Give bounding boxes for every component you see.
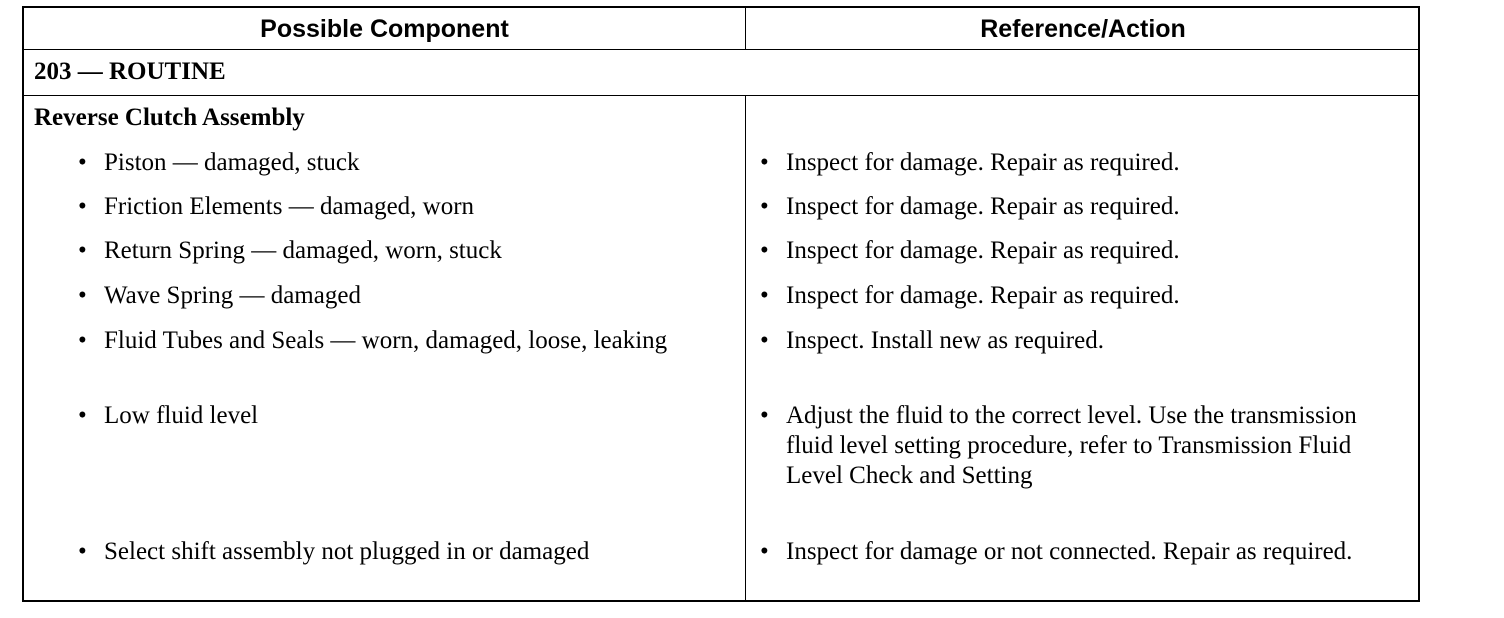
bullet-glyph: • bbox=[78, 282, 87, 309]
action-text: Inspect for damage. Repair as required. bbox=[786, 282, 1180, 309]
bullet-glyph: • bbox=[760, 327, 769, 354]
bullet-glyph: • bbox=[760, 149, 769, 176]
bullet-glyph: • bbox=[760, 282, 769, 309]
component-text: Select shift assembly not plugged in or damaged bbox=[104, 538, 590, 565]
bullet-glyph: • bbox=[78, 237, 87, 264]
bullet-glyph: • bbox=[78, 327, 87, 354]
action-item bbox=[760, 148, 1400, 178]
action-text: Inspect for damage. Repair as required. bbox=[786, 237, 1180, 264]
action-item bbox=[760, 537, 1400, 567]
header-reference-action: Reference/Action bbox=[980, 15, 1186, 43]
action-text: Inspect. Install new as required. bbox=[786, 327, 1104, 354]
bullet-glyph: • bbox=[78, 149, 87, 176]
body-column-divider bbox=[745, 96, 746, 602]
component-text: Return Spring — damaged, worn, stuck bbox=[104, 237, 502, 264]
action-item bbox=[760, 236, 1400, 266]
component-text: Fluid Tubes and Seals — worn, damaged, loose, leaking bbox=[104, 327, 668, 354]
component-item bbox=[78, 192, 698, 222]
component-item bbox=[78, 326, 698, 356]
action-text: Inspect for damage. Repair as required. bbox=[786, 193, 1180, 220]
component-item bbox=[78, 148, 698, 178]
component-text: Low fluid level bbox=[104, 402, 259, 429]
component-text: Friction Elements — damaged, worn bbox=[104, 193, 475, 220]
component-item bbox=[78, 281, 698, 311]
action-text: Adjust the fluid to the correct level. Use the transmission fluid level setting procedure, refer to Transmission Fluid Level Check and Setting bbox=[786, 402, 1357, 489]
action-item bbox=[760, 192, 1400, 222]
header-possible-component: Possible Component bbox=[260, 15, 509, 43]
bullet-glyph: • bbox=[760, 193, 769, 220]
bullet-glyph: • bbox=[760, 402, 769, 429]
bullet-glyph: • bbox=[78, 193, 87, 220]
bullet-glyph: • bbox=[78, 402, 87, 429]
component-text: Piston — damaged, stuck bbox=[104, 149, 360, 176]
action-item bbox=[760, 401, 1400, 491]
action-item bbox=[760, 326, 1400, 356]
bullet-glyph: • bbox=[78, 538, 87, 565]
component-item bbox=[78, 537, 698, 567]
bullet-glyph: • bbox=[760, 538, 769, 565]
group-title: Reverse Clutch Assembly bbox=[34, 104, 305, 131]
action-item bbox=[760, 281, 1400, 311]
component-item bbox=[78, 401, 698, 431]
component-text: Wave Spring — damaged bbox=[104, 282, 361, 309]
section-divider bbox=[24, 95, 1418, 96]
section-title: 203 — ROUTINE bbox=[34, 58, 226, 85]
component-item bbox=[78, 236, 698, 266]
diagnostic-table bbox=[22, 6, 1420, 602]
action-text: Inspect for damage or not connected. Repair as required. bbox=[786, 538, 1353, 565]
bullet-glyph: • bbox=[760, 237, 769, 264]
action-text: Inspect for damage. Repair as required. bbox=[786, 149, 1180, 176]
